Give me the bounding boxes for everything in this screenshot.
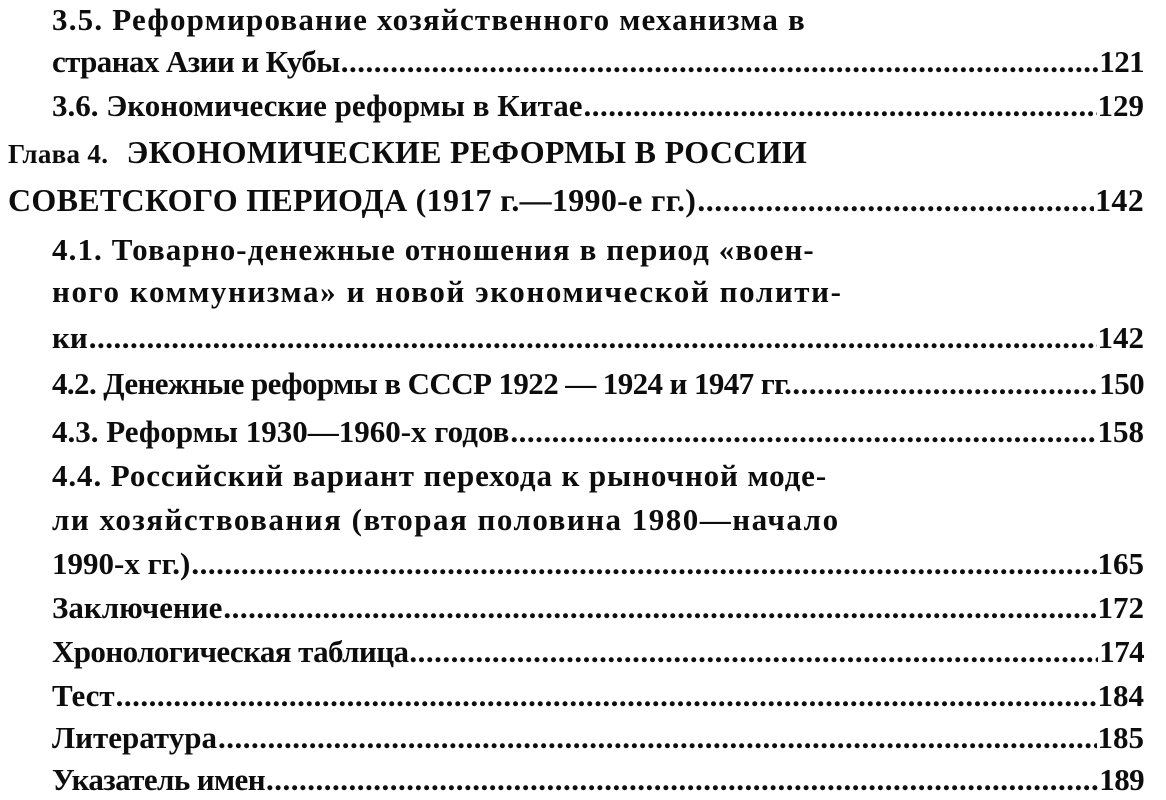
toc-entry-4-1-line-1: 4.1. Товарно-денежные отношения в период «воен- [52,232,815,267]
page-number: 184 [1097,678,1144,713]
toc-entry-4-4-line-1: 4.4. Российский вариант перехода к рыночной моде- [52,458,828,493]
dot-leader [409,632,1098,672]
toc-entry-4-2[interactable] [52,364,1144,404]
dot-leader [341,42,1099,82]
page-number: 150 [1099,366,1144,401]
chapter-4-entry[interactable] [8,180,1144,220]
toc-entry-4-3[interactable] [52,412,1144,452]
chapter-title: ЭКОНОМИЧЕСКИЕ РЕФОРМЫ В РОССИИ [126,134,808,170]
toc-entry-title: Литература [52,720,217,755]
dot-leader [223,588,1096,628]
dot-leader [792,364,1098,404]
page-number: 185 [1097,720,1144,755]
chapter-title-line-2: СОВЕТСКОГО ПЕРИОДА (1917 г.—1990-е гг.) [8,182,697,218]
page-number: 174 [1099,634,1144,669]
page-number: 121 [1099,44,1144,79]
page-number: 172 [1097,590,1144,625]
dot-leader [116,676,1097,716]
toc-entry-4-4-line-3: 1990-х гг.) [52,546,191,581]
toc-entry-title: Заключение [52,590,223,625]
page-number: 142 [1097,320,1144,355]
page-number: 129 [1097,88,1144,123]
toc-entry-4-1-line-3: ки [52,320,88,355]
toc-entry-title: 4.3. Реформы 1930—1960-х годов [52,414,510,449]
toc-entry-title: 3.6. Экономические реформы в Китае [52,88,583,123]
toc-entry-literature[interactable] [52,718,1144,758]
toc-entry-title: Тест [52,678,115,713]
dot-leader [89,318,1097,358]
toc-entry-3-5-line-2: странах Азии и Кубы [52,44,340,79]
toc-entry-conclusion[interactable] [52,588,1144,628]
dot-leader [510,412,1096,452]
page-number: 158 [1097,414,1144,449]
toc-entry-3-5[interactable] [52,42,1144,82]
toc-entry-4-4-line-2: ли хозяйствования (вторая половина 1980—начало [52,502,840,537]
toc-entry-title: Указатель имен [52,762,265,797]
toc-entry-chronology[interactable] [52,632,1144,672]
toc-entry-index[interactable] [52,760,1144,800]
chapter-4-heading-line-1 [8,132,807,172]
dot-leader [583,86,1096,126]
toc-entry-4-4[interactable] [52,544,1144,584]
dot-leader [191,544,1096,584]
toc-entry-title: 4.2. Денежные реформы в СССР 1922 — 1924 и 1947 гг. [52,366,792,401]
dot-leader [218,718,1097,758]
chapter-label: Глава 4. [8,139,109,169]
toc-entry-3-5-line-1: 3.5. Реформирование хозяйственного механизма в [52,2,806,37]
toc-entry-4-1-line-2: ного коммунизма» и новой экономической полити- [52,274,843,309]
toc-entry-4-1[interactable] [52,318,1144,358]
toc-entry-test[interactable] [52,676,1144,716]
dot-leader [697,180,1094,220]
toc-entry-3-6[interactable] [52,86,1144,126]
page-number: 189 [1099,762,1144,797]
page-number: 142 [1095,182,1144,218]
toc-entry-title: Хронологическая таблица [52,634,409,669]
dot-leader [266,760,1098,800]
page-number: 165 [1097,546,1144,581]
